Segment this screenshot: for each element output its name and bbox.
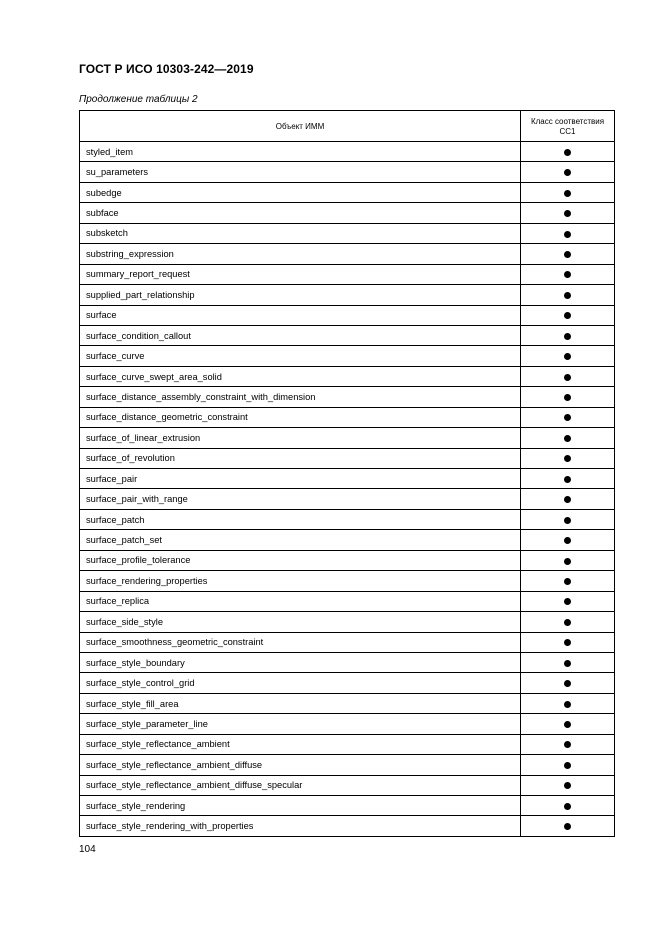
filled-circle-icon (564, 190, 571, 197)
cc1-mark-cell (521, 448, 615, 468)
filled-circle-icon (564, 701, 571, 708)
object-name-cell: subface (80, 203, 521, 223)
cc1-mark-cell (521, 162, 615, 182)
object-name-cell: surface_pair_with_range (80, 489, 521, 509)
table-row (80, 325, 615, 345)
filled-circle-icon (564, 435, 571, 442)
cc1-mark-cell (521, 366, 615, 386)
cc1-mark-cell (521, 673, 615, 693)
filled-circle-icon (564, 292, 571, 299)
table-body (80, 142, 615, 837)
cc1-mark-cell (521, 407, 615, 427)
filled-circle-icon (564, 414, 571, 421)
table-row (80, 652, 615, 672)
object-name-cell: surface_condition_callout (80, 325, 521, 345)
conformance-table (79, 110, 615, 837)
cc1-mark-cell (521, 305, 615, 325)
table-row (80, 550, 615, 570)
cc1-mark-cell (521, 346, 615, 366)
filled-circle-icon (564, 312, 571, 319)
table-row (80, 264, 615, 284)
object-name-cell: surface_style_reflectance_ambient_diffuse (80, 755, 521, 775)
table-row (80, 816, 615, 836)
object-name-cell: supplied_part_relationship (80, 285, 521, 305)
filled-circle-icon (564, 496, 571, 503)
cc1-mark-cell (521, 755, 615, 775)
cc1-mark-cell (521, 591, 615, 611)
filled-circle-icon (564, 762, 571, 769)
table-row (80, 734, 615, 754)
filled-circle-icon (564, 394, 571, 401)
filled-circle-icon (564, 639, 571, 646)
filled-circle-icon (564, 558, 571, 565)
object-name-cell: surface_patch_set (80, 530, 521, 550)
object-name-cell: surface_of_linear_extrusion (80, 428, 521, 448)
filled-circle-icon (564, 374, 571, 381)
cc1-mark-cell (521, 612, 615, 632)
table-row (80, 223, 615, 243)
cc1-mark-cell (521, 244, 615, 264)
object-name-cell: surface_style_rendering_with_properties (80, 816, 521, 836)
filled-circle-icon (564, 721, 571, 728)
filled-circle-icon (564, 578, 571, 585)
table-row (80, 571, 615, 591)
cc1-mark-cell (521, 142, 615, 162)
cc1-mark-cell (521, 652, 615, 672)
table-row (80, 244, 615, 264)
table-row (80, 489, 615, 509)
table-row (80, 612, 615, 632)
filled-circle-icon (564, 823, 571, 830)
object-name-cell: surface_replica (80, 591, 521, 611)
cc1-mark-cell (521, 571, 615, 591)
cc1-mark-cell (521, 530, 615, 550)
filled-circle-icon (564, 169, 571, 176)
object-name-cell: surface_profile_tolerance (80, 550, 521, 570)
object-name-cell: surface_of_revolution (80, 448, 521, 468)
object-name-cell: surface_style_rendering (80, 796, 521, 816)
object-name-cell: surface_side_style (80, 612, 521, 632)
cc1-mark-cell (521, 325, 615, 345)
table-row (80, 469, 615, 489)
filled-circle-icon (564, 598, 571, 605)
page-number: 104 (79, 844, 96, 855)
object-name-cell: surface_curve_swept_area_solid (80, 366, 521, 386)
object-name-cell: surface_patch (80, 509, 521, 529)
cc1-mark-cell (521, 714, 615, 734)
cc1-mark-cell (521, 285, 615, 305)
table-row (80, 448, 615, 468)
filled-circle-icon (564, 782, 571, 789)
cc1-mark-cell (521, 693, 615, 713)
cc1-mark-cell (521, 775, 615, 795)
object-name-cell: surface_distance_geometric_constraint (80, 407, 521, 427)
filled-circle-icon (564, 210, 571, 217)
column-header-class-label: Класс соответствия (530, 116, 605, 126)
column-header-class-code: СС1 (559, 126, 576, 136)
object-name-cell: surface_style_control_grid (80, 673, 521, 693)
object-name-cell: surface_style_reflectance_ambient_diffuse_specular (80, 775, 521, 795)
cc1-mark-cell (521, 428, 615, 448)
table-row (80, 346, 615, 366)
object-name-cell: subsketch (80, 223, 521, 243)
table-row (80, 285, 615, 305)
filled-circle-icon (564, 353, 571, 360)
filled-circle-icon (564, 660, 571, 667)
filled-circle-icon (564, 231, 571, 238)
cc1-mark-cell (521, 223, 615, 243)
cc1-mark-cell (521, 489, 615, 509)
table-row (80, 366, 615, 386)
filled-circle-icon (564, 251, 571, 258)
cc1-mark-cell (521, 203, 615, 223)
table-row (80, 305, 615, 325)
object-name-cell: surface_curve (80, 346, 521, 366)
object-name-cell: substring_expression (80, 244, 521, 264)
filled-circle-icon (564, 680, 571, 687)
filled-circle-icon (564, 517, 571, 524)
filled-circle-icon (564, 333, 571, 340)
filled-circle-icon (564, 476, 571, 483)
object-name-cell: surface (80, 305, 521, 325)
table-row (80, 387, 615, 407)
cc1-mark-cell (521, 734, 615, 754)
object-name-cell: su_parameters (80, 162, 521, 182)
cc1-mark-cell (521, 469, 615, 489)
object-name-cell: surface_rendering_properties (80, 571, 521, 591)
table-row (80, 407, 615, 427)
table-row (80, 162, 615, 182)
table-row (80, 142, 615, 162)
table-row (80, 693, 615, 713)
cc1-mark-cell (521, 182, 615, 202)
cc1-mark-cell (521, 387, 615, 407)
object-name-cell: surface_smoothness_geometric_constraint (80, 632, 521, 652)
filled-circle-icon (564, 455, 571, 462)
cc1-mark-cell (521, 264, 615, 284)
table-row (80, 591, 615, 611)
column-header-conformance-class (521, 111, 615, 142)
cc1-mark-cell (521, 796, 615, 816)
table-caption: Продолжение таблицы 2 (79, 94, 198, 105)
filled-circle-icon (564, 741, 571, 748)
object-name-cell: styled_item (80, 142, 521, 162)
object-name-cell: surface_pair (80, 469, 521, 489)
table-row (80, 509, 615, 529)
document-standard-title: ГОСТ Р ИСО 10303-242—2019 (79, 62, 254, 76)
filled-circle-icon (564, 149, 571, 156)
cc1-mark-cell (521, 816, 615, 836)
object-name-cell: summary_report_request (80, 264, 521, 284)
object-name-cell: surface_style_boundary (80, 652, 521, 672)
cc1-mark-cell (521, 632, 615, 652)
table-header-row (80, 111, 615, 142)
object-name-cell: subedge (80, 182, 521, 202)
object-name-cell: surface_style_reflectance_ambient (80, 734, 521, 754)
table-row (80, 673, 615, 693)
table-row (80, 428, 615, 448)
table-row (80, 775, 615, 795)
cc1-mark-cell (521, 509, 615, 529)
table-row (80, 755, 615, 775)
object-name-cell: surface_distance_assembly_constraint_with_dimension (80, 387, 521, 407)
filled-circle-icon (564, 537, 571, 544)
filled-circle-icon (564, 271, 571, 278)
object-name-cell: surface_style_parameter_line (80, 714, 521, 734)
table-row (80, 714, 615, 734)
filled-circle-icon (564, 619, 571, 626)
table-row (80, 796, 615, 816)
table-row (80, 530, 615, 550)
cc1-mark-cell (521, 550, 615, 570)
table-row (80, 203, 615, 223)
table-row (80, 182, 615, 202)
table-row (80, 632, 615, 652)
column-header-object: Объект ИММ (80, 111, 521, 142)
object-name-cell: surface_style_fill_area (80, 693, 521, 713)
filled-circle-icon (564, 803, 571, 810)
